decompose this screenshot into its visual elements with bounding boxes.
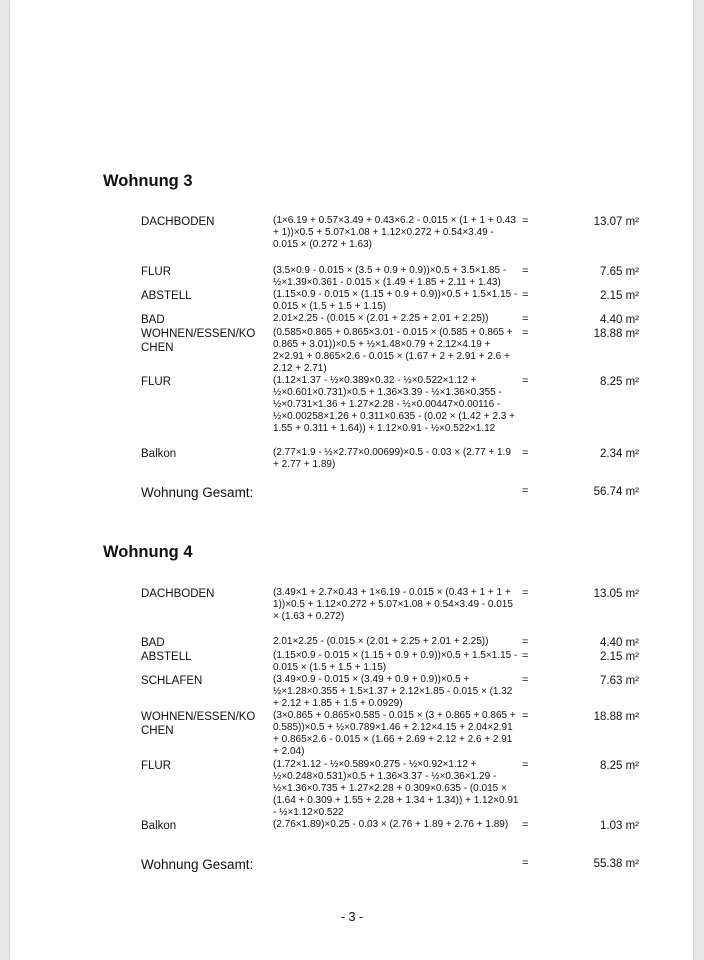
area-formula: (1.12×1.37 - ½×0.389×0.32 - ½×0.522×1.12 + ½×0.601×0.731)×0.5 + 1.36×3.39 - ½×1.36×0.355 - ½×0.731×1.36 + 1.27×2.28 - ½×0.00447×0.00116 - ½×0.00258×1.26 + 0.311×0.635 - (0.02 × (1.42 + 2.3 + 1.55 + 0.311 + 1.64)) + 1.12×0.91 - ½×0.522×1.12: [273, 375, 515, 434]
equals-sign: =: [522, 674, 529, 686]
equals-sign: =: [522, 215, 529, 227]
room-name: BAD: [141, 637, 165, 649]
area-formula: (0.585×0.865 + 0.865×3.01 - 0.015 × (0.585 + 0.865 + 0.865 + 3.01))×0.5 + ½×1.48×0.79 + 2.12×4.19 + 2×2.91 + 0.865×2.6 - 0.015 × (1.67 + 2 + 2.91 + 2.6 + 2.12 + 2.71): [273, 327, 513, 374]
room-name: FLUR: [141, 266, 172, 278]
area-value: 18.88 m²: [593, 328, 639, 340]
equals-sign: =: [522, 485, 529, 497]
area-formula: (2.77×1.9 - ½×2.77×0.00699)×0.5 - 0.03 × (2.77 + 1.9 + 2.77 + 1.89): [273, 447, 511, 470]
room-name: ABSTELL: [141, 290, 192, 302]
area-formula: (1.72×1.12 - ½×0.589×0.275 - ½×0.92×1.12 + ½×0.248×0.531)×0.5 + 1.36×3.37 - ½×0.36×1.29 - ½×1.36×0.735 + 1.27×2.28 + 0.309×0.635 - (0.015 × (1.64 + 0.309 + 1.55 + 2.28 + 1.34 + 1.34)) + 1.12×0.91 - ½×1.12×0.522: [273, 759, 519, 818]
equals-sign: =: [522, 857, 529, 869]
section-title-wohnung-3: Wohnung 3: [103, 172, 193, 190]
area-value: 2.15 m²: [600, 651, 639, 663]
area-formula: 2.01×2.25 - (0.015 × (2.01 + 2.25 + 2.01 + 2.25)): [273, 313, 489, 324]
room-name: BAD: [141, 314, 165, 326]
room-name: SCHLAFEN: [141, 675, 203, 687]
room-name: Balkon: [141, 820, 177, 832]
area-formula: (3.5×0.9 - 0.015 × (3.5 + 0.9 + 0.9))×0.5 + 3.5×1.85 - ½×1.39×0.361 - 0.015 × (1.49 + 1.85 + 2.11 + 1.43): [273, 265, 507, 288]
room-name: DACHBODEN: [141, 216, 215, 228]
equals-sign: =: [522, 289, 529, 301]
area-value: 8.25 m²: [600, 760, 639, 772]
room-name: DACHBODEN: [141, 588, 215, 600]
equals-sign: =: [522, 759, 529, 771]
area-formula: (3.49×1 + 2.7×0.43 + 1×6.19 - 0.015 × (0.43 + 1 + 1 + 1))×0.5 + 1.12×0.272 + 5.07×1.08 + 0.54×3.49 - 0.015 × (1.63 + 0.272): [273, 587, 513, 622]
equals-sign: =: [522, 375, 529, 387]
equals-sign: =: [522, 313, 529, 325]
equals-sign: =: [522, 327, 529, 339]
equals-sign: =: [522, 636, 529, 648]
area-value: 8.25 m²: [600, 376, 639, 388]
area-value: 4.40 m²: [600, 314, 639, 326]
area-value: 2.34 m²: [600, 448, 639, 460]
total-label: Wohnung Gesamt:: [141, 857, 254, 872]
area-formula: (1.15×0.9 - 0.015 × (1.15 + 0.9 + 0.9))×0.5 + 1.5×1.15 - 0.015 × (1.5 + 1.5 + 1.15): [273, 650, 518, 673]
area-formula: 2.01×2.25 - (0.015 × (2.01 + 2.25 + 2.01 + 2.25)): [273, 636, 489, 647]
room-name: FLUR: [141, 376, 172, 388]
room-name: WOHNEN/ESSEN/KO CHEN: [141, 328, 256, 354]
area-value: 7.65 m²: [600, 266, 639, 278]
equals-sign: =: [522, 447, 529, 459]
area-value: 2.15 m²: [600, 290, 639, 302]
total-value: 55.38 m²: [593, 858, 639, 870]
room-name: ABSTELL: [141, 651, 192, 663]
room-name: WOHNEN/ESSEN/KO CHEN: [141, 711, 256, 737]
equals-sign: =: [522, 265, 529, 277]
area-formula: (3×0.865 + 0.865×0.585 - 0.015 × (3 + 0.865 + 0.865 + 0.585))×0.5 + ½×0.789×1.46 + 2.12×4.15 + 2.04×2.91 + 0.865×2.6 - 0.015 × (1.66 + 2.69 + 2.12 + 2.6 + 2.91 + 2.04): [273, 710, 516, 757]
equals-sign: =: [522, 710, 529, 722]
page-number: - 3 -: [340, 910, 364, 924]
equals-sign: =: [522, 650, 529, 662]
section-title-wohnung-4: Wohnung 4: [103, 543, 193, 561]
equals-sign: =: [522, 587, 529, 599]
total-label: Wohnung Gesamt:: [141, 485, 254, 500]
total-value: 56.74 m²: [593, 486, 639, 498]
room-name: Balkon: [141, 448, 177, 460]
area-value: 13.07 m²: [593, 216, 639, 228]
area-value: 4.40 m²: [600, 637, 639, 649]
equals-sign: =: [522, 819, 529, 831]
area-value: 18.88 m²: [593, 711, 639, 723]
area-formula: (3.49×0.9 - 0.015 × (3.49 + 0.9 + 0.9))×0.5 + ½×1.28×0.355 + 1.5×1.37 + 2.12×1.85 - 0.015 × (1.32 + 2.12 + 1.85 + 1.5 + 0.0929): [273, 674, 513, 709]
room-name: FLUR: [141, 760, 172, 772]
area-formula: (2.76×1.89)×0.25 - 0.03 × (2.76 + 1.89 + 2.76 + 1.89): [273, 819, 509, 830]
area-value: 13.05 m²: [593, 588, 639, 600]
area-formula: (1.15×0.9 - 0.015 × (1.15 + 0.9 + 0.9))×0.5 + 1.5×1.15 - 0.015 × (1.5 + 1.5 + 1.15): [273, 289, 518, 312]
area-value: 7.63 m²: [600, 675, 639, 687]
area-formula: (1×6.19 + 0.57×3.49 + 0.43×6.2 - 0.015 × (1 + 1 + 0.43 + 1))×0.5 + 5.07×1.08 + 1.12×0.272 + 0.54×3.49 - 0.015 × (0.272 + 1.63): [273, 215, 516, 250]
area-value: 1.03 m²: [600, 820, 639, 832]
